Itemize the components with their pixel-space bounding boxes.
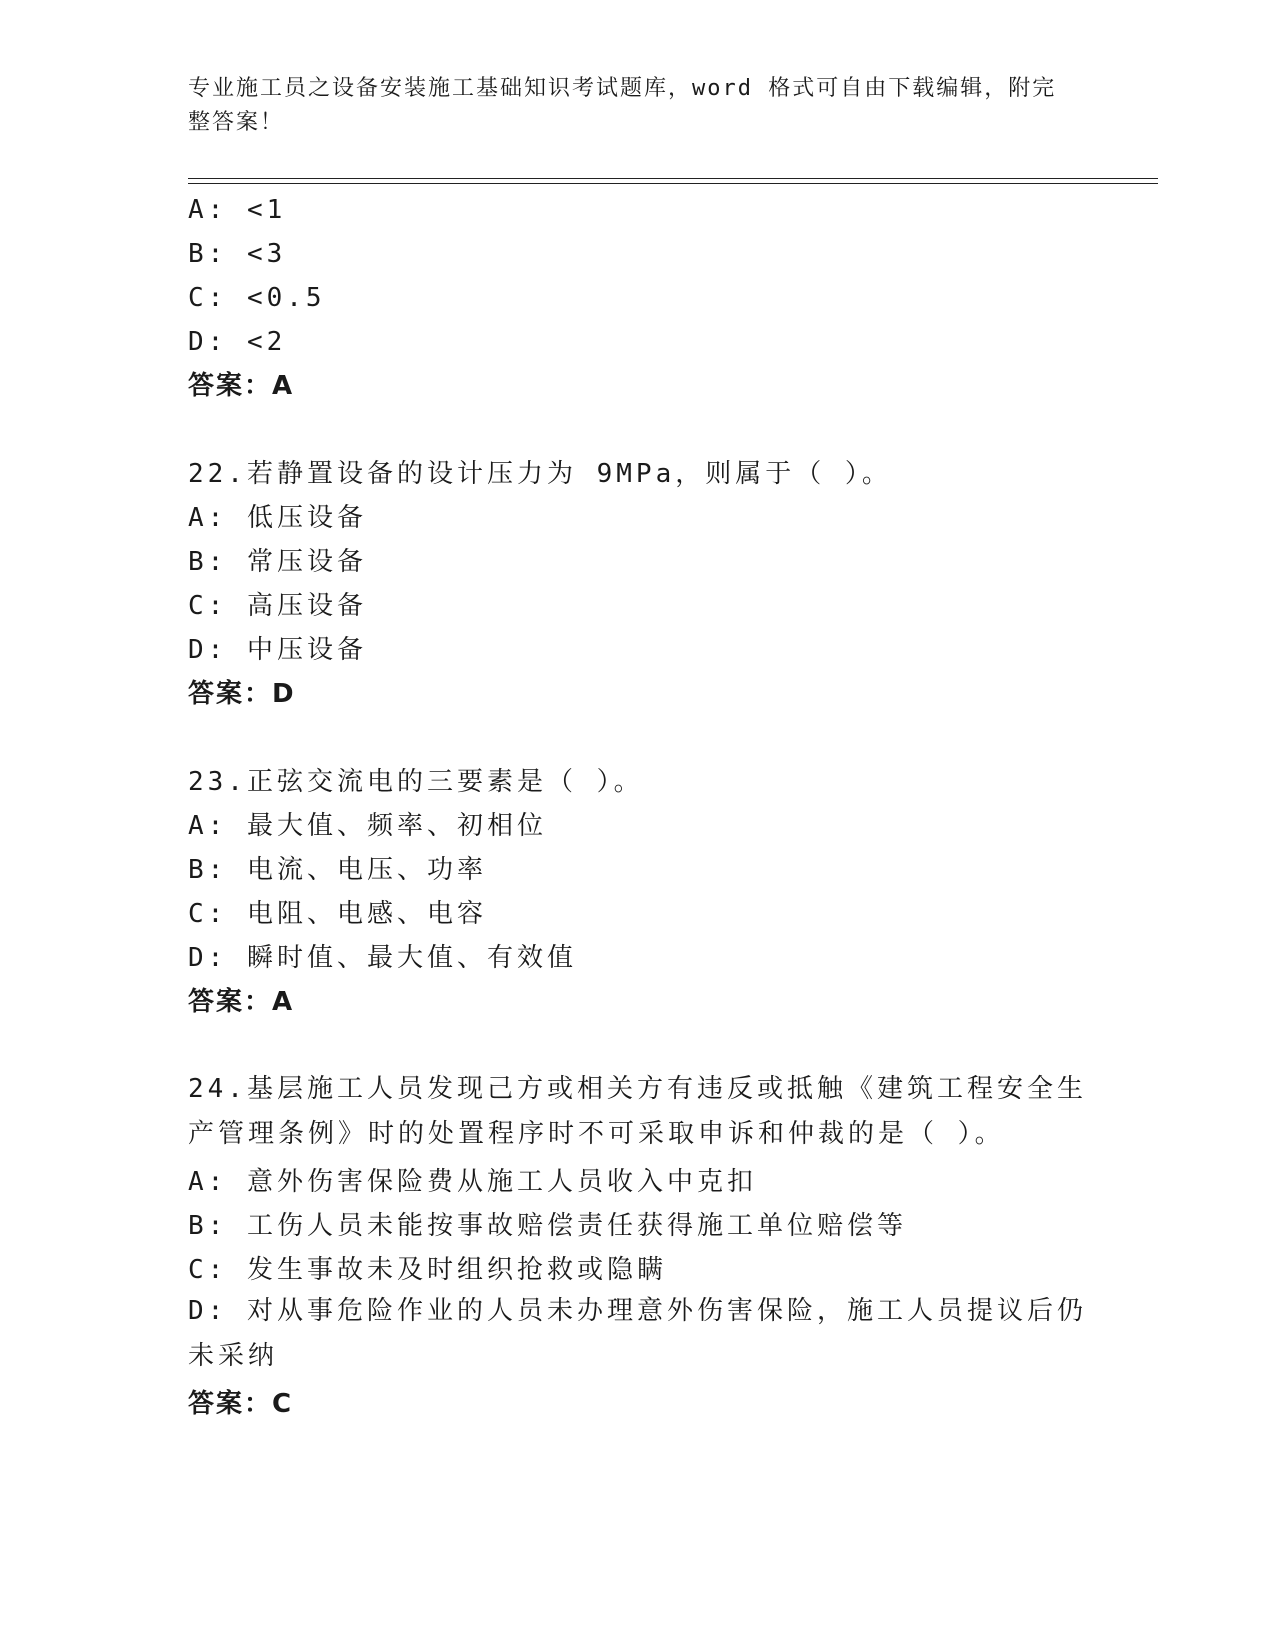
q22-question: 22.若静置设备的设计压力为 9MPa，则属于（ ）。 xyxy=(188,459,892,489)
q24-option-d: D: 对从事危险作业的人员未办理意外伤害保险，施工人员提议后仍未采纳 xyxy=(188,1296,1087,1371)
q22-option-d: D: 中压设备 xyxy=(188,635,367,665)
document-intro: 专业施工员之设备安装施工基础知识考试题库，word 格式可自由下载编辑，附完整答案！ xyxy=(188,76,1057,135)
q21-option-c: C: <0.5 xyxy=(188,283,326,313)
q21-answer: 答案：A xyxy=(188,371,295,401)
q23-option-d: D: 瞬时值、最大值、有效值 xyxy=(188,943,577,973)
q21-option-b: B: <3 xyxy=(188,239,287,269)
q22-option-c: C: 高压设备 xyxy=(188,591,367,621)
q23-answer: 答案：A xyxy=(188,987,295,1017)
q23-option-a: A: 最大值、频率、初相位 xyxy=(188,811,547,841)
q24-option-a: A: 意外伤害保险费从施工人员收入中克扣 xyxy=(188,1167,757,1197)
q24-answer: 答案：C xyxy=(188,1389,294,1419)
q23-option-c: C: 电阻、电感、电容 xyxy=(188,899,487,929)
q24-option-b: B: 工伤人员未能按事故赔偿责任获得施工单位赔偿等 xyxy=(188,1211,907,1241)
q21-option-d: D: <2 xyxy=(188,327,287,357)
q24-question: 24.基层施工人员发现己方或相关方有违反或抵触《建筑工程安全生产管理条例》时的处置程序时不可采取申诉和仲裁的是（ ）。 xyxy=(188,1074,1087,1149)
header-divider-bottom xyxy=(188,183,1158,184)
header-divider-top xyxy=(188,178,1158,179)
q22-option-b: B: 常压设备 xyxy=(188,547,367,577)
q22-option-a: A: 低压设备 xyxy=(188,503,367,533)
q22-answer: 答案：D xyxy=(188,679,296,709)
q23-question: 23.正弦交流电的三要素是（ ）。 xyxy=(188,767,644,797)
q23-option-b: B: 电流、电压、功率 xyxy=(188,855,487,885)
q21-option-a: A: <1 xyxy=(188,195,287,225)
q24-option-c: C: 发生事故未及时组织抢救或隐瞒 xyxy=(188,1255,667,1285)
